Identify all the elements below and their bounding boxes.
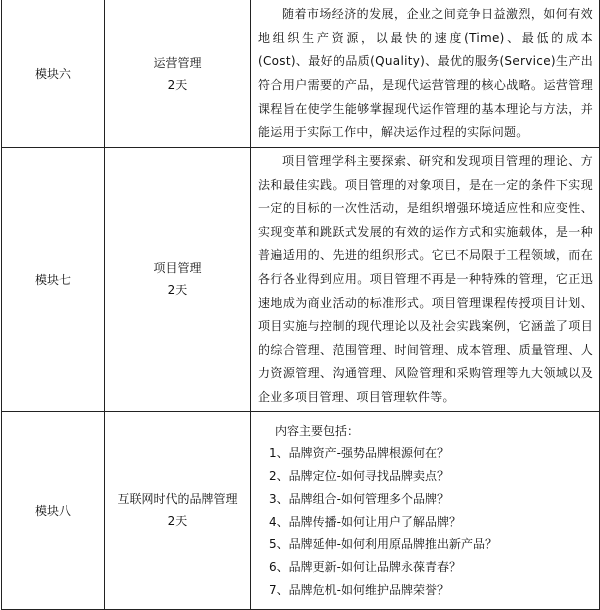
course-cell	[105, 0, 251, 148]
module-row-6	[2, 0, 600, 148]
list-item: 2、品牌定位-如何寻找品牌卖点？	[269, 469, 449, 484]
list-item: 5、品牌延伸-如何利用原品牌推出新产品？	[269, 537, 497, 552]
content-intro: 内容主要包括：	[275, 424, 360, 439]
module-name: 模块七	[2, 148, 105, 412]
module-row-8	[2, 411, 600, 609]
module-row-7	[2, 148, 600, 412]
list-item: 6、品牌更新-如何让品牌永葆青春？	[269, 560, 461, 575]
course-title: 互联网时代的品牌管理	[117, 492, 238, 507]
list-item: 1、品牌资产-强势品牌根源何在？	[269, 446, 449, 461]
list-item: 7、品牌危机-如何维护品牌荣誉？	[269, 583, 449, 598]
curriculum-table	[1, 0, 600, 610]
module-name: 模块八	[2, 411, 105, 609]
course-content-list	[251, 411, 600, 609]
course-title: 运营管理	[153, 55, 202, 70]
description-text: 随着市场经济的发展，企业之间竞争日益激烈，如何有效地组织生产资源，以最快的速度(Time)、最低的成本(Cost)、最好的品质(Quality)、最优的服务(Service)生产出符合用户需要的产品，是现代运营管理的核心战略。运营管理课程旨在使学生能够掌握现代运作管理的基本理论与方法，并能运用于实际工作中，解决运作过程的实际问题。	[258, 7, 593, 140]
course-duration: 2天	[167, 514, 188, 529]
course-duration: 2天	[167, 283, 188, 298]
course-description	[251, 0, 600, 148]
course-description	[251, 148, 600, 412]
content-items	[263, 442, 593, 602]
module-name: 模块六	[2, 0, 105, 148]
course-title: 项目管理	[153, 261, 202, 276]
list-item: 3、品牌组合-如何管理多个品牌？	[269, 491, 449, 506]
course-cell	[105, 411, 251, 609]
course-duration: 2天	[167, 77, 188, 92]
list-item: 4、品牌传播-如何让用户了解品牌？	[269, 514, 461, 529]
course-cell	[105, 148, 251, 412]
description-text: 项目管理学科主要探索、研究和发现项目管理的理论、方法和最佳实践。项目管理的对象项目，是在一定的条件下实现一定的目标的一次性活动，是组织增强环境适应性和应变性、实现变革和跳跃式发展的有效的运作方式和实施载体，是一种普遍适用的、先进的组织形式。它已不局限于工程领域，而在各行各业得到应用。项目管理不再是一种特殊的管理，它正迅速地成为商业活动的标准形式。项目管理课程传授项目计划、项目实施与控制的现代理论以及社会实践案例，它涵盖了项目的综合管理、范围管理、时间管理、成本管理、质量管理、人力资源管理、沟通管理、风险管理和采购管理等九大领域以及企业多项目管理、项目管理软件等。	[258, 154, 593, 404]
